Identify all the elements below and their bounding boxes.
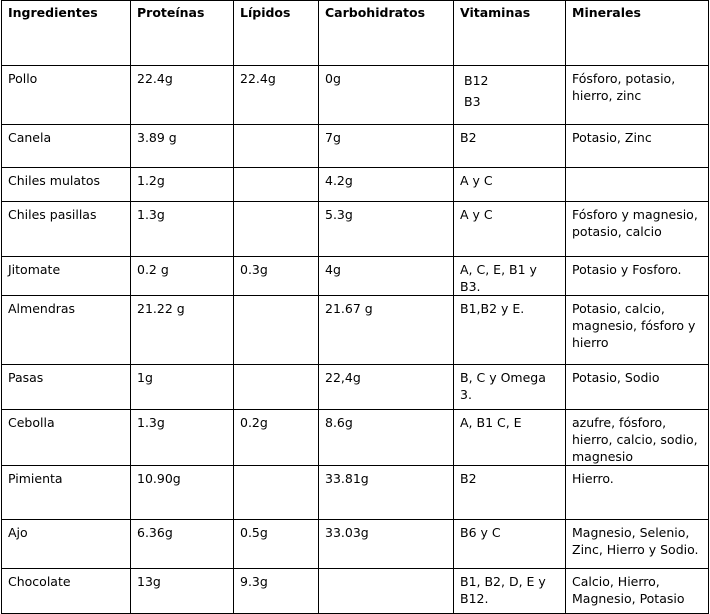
- cell-vitaminas: A, C, E, B1 y B3.: [454, 257, 566, 296]
- cell-lipidos: [234, 168, 319, 202]
- table-row: [2, 202, 709, 257]
- cell-ingrediente: Chocolate: [2, 569, 131, 614]
- table-row: [2, 466, 709, 520]
- cell-carbohidratos: 7g: [319, 125, 454, 168]
- cell-vitaminas: B2: [454, 466, 566, 520]
- header-minerales: Minerales: [566, 1, 709, 66]
- cell-lipidos: 0.5g: [234, 520, 319, 569]
- cell-minerales: Fósforo y magnesio, potasio, calcio: [566, 202, 709, 257]
- cell-proteinas: 6.36g: [131, 520, 234, 569]
- cell-proteinas: 1.3g: [131, 202, 234, 257]
- cell-carbohidratos: [319, 569, 454, 614]
- cell-proteinas: 1.2g: [131, 168, 234, 202]
- cell-vitaminas: B1,B2 y E.: [454, 296, 566, 365]
- table-row: [2, 66, 709, 125]
- header-lipidos: Lípidos: [234, 1, 319, 66]
- cell-carbohidratos: 4.2g: [319, 168, 454, 202]
- nutrition-table: [1, 0, 709, 614]
- cell-ingrediente: Chiles mulatos: [2, 168, 131, 202]
- table-row: [2, 257, 709, 296]
- cell-minerales: [566, 168, 709, 202]
- cell-minerales: Potasio, calcio, magnesio, fósforo y hierro: [566, 296, 709, 365]
- cell-lipidos: [234, 202, 319, 257]
- cell-ingrediente: Ajo: [2, 520, 131, 569]
- cell-ingrediente: Pollo: [2, 66, 131, 125]
- cell-carbohidratos: 4g: [319, 257, 454, 296]
- cell-minerales: Hierro.: [566, 466, 709, 520]
- cell-minerales: Potasio, Zinc: [566, 125, 709, 168]
- cell-proteinas: 3.89 g: [131, 125, 234, 168]
- cell-proteinas: 10.90g: [131, 466, 234, 520]
- cell-lipidos: [234, 466, 319, 520]
- cell-vitaminas: B1, B2, D, E y B12.: [454, 569, 566, 614]
- cell-proteinas: 0.2 g: [131, 257, 234, 296]
- cell-ingrediente: Canela: [2, 125, 131, 168]
- cell-carbohidratos: 8.6g: [319, 410, 454, 466]
- vitamina-item: B3: [464, 94, 481, 109]
- header-proteinas: Proteínas: [131, 1, 234, 66]
- cell-minerales: Potasio y Fosforo.: [566, 257, 709, 296]
- cell-proteinas: 22.4g: [131, 66, 234, 125]
- cell-ingrediente: Almendras: [2, 296, 131, 365]
- cell-minerales: Magnesio, Selenio, Zinc, Hierro y Sodio.: [566, 520, 709, 569]
- table-row: [2, 296, 709, 365]
- cell-vitaminas: A y C: [454, 202, 566, 257]
- cell-vitaminas: B6 y C: [454, 520, 566, 569]
- cell-ingrediente: Chiles pasillas: [2, 202, 131, 257]
- table-row: [2, 365, 709, 410]
- cell-minerales: Calcio, Hierro, Magnesio, Potasio: [566, 569, 709, 614]
- cell-lipidos: [234, 125, 319, 168]
- vitamina-item: B12: [464, 73, 489, 88]
- cell-ingrediente: Cebolla: [2, 410, 131, 466]
- cell-vitaminas: A, B1 C, E: [454, 410, 566, 466]
- cell-vitaminas: B, C y Omega 3.: [454, 365, 566, 410]
- cell-lipidos: 0.2g: [234, 410, 319, 466]
- cell-proteinas: 21.22 g: [131, 296, 234, 365]
- cell-lipidos: [234, 365, 319, 410]
- cell-carbohidratos: 21.67 g: [319, 296, 454, 365]
- cell-lipidos: [234, 296, 319, 365]
- cell-lipidos: 9.3g: [234, 569, 319, 614]
- cell-carbohidratos: 0g: [319, 66, 454, 125]
- cell-carbohidratos: 5.3g: [319, 202, 454, 257]
- cell-vitaminas: [454, 66, 566, 125]
- header-carbohidratos: Carbohidratos: [319, 1, 454, 66]
- table-header-row: [2, 1, 709, 66]
- cell-proteinas: 1g: [131, 365, 234, 410]
- table-row: [2, 569, 709, 614]
- table-row: [2, 125, 709, 168]
- cell-minerales: azufre, fósforo, hierro, calcio, sodio, magnesio: [566, 410, 709, 466]
- cell-proteinas: 13g: [131, 569, 234, 614]
- header-ingredientes: Ingredientes: [2, 1, 131, 66]
- header-vitaminas: Vitaminas: [454, 1, 566, 66]
- cell-minerales: Fósforo, potasio, hierro, zinc: [566, 66, 709, 125]
- cell-carbohidratos: 33.03g: [319, 520, 454, 569]
- cell-lipidos: 22.4g: [234, 66, 319, 125]
- cell-vitaminas: A y C: [454, 168, 566, 202]
- cell-carbohidratos: 33.81g: [319, 466, 454, 520]
- cell-minerales: Potasio, Sodio: [566, 365, 709, 410]
- table-row: [2, 520, 709, 569]
- cell-proteinas: 1.3g: [131, 410, 234, 466]
- cell-vitaminas: B2: [454, 125, 566, 168]
- table-row: [2, 168, 709, 202]
- cell-carbohidratos: 22,4g: [319, 365, 454, 410]
- cell-ingrediente: Jitomate: [2, 257, 131, 296]
- cell-ingrediente: Pasas: [2, 365, 131, 410]
- cell-lipidos: 0.3g: [234, 257, 319, 296]
- table-row: [2, 410, 709, 466]
- cell-ingrediente: Pimienta: [2, 466, 131, 520]
